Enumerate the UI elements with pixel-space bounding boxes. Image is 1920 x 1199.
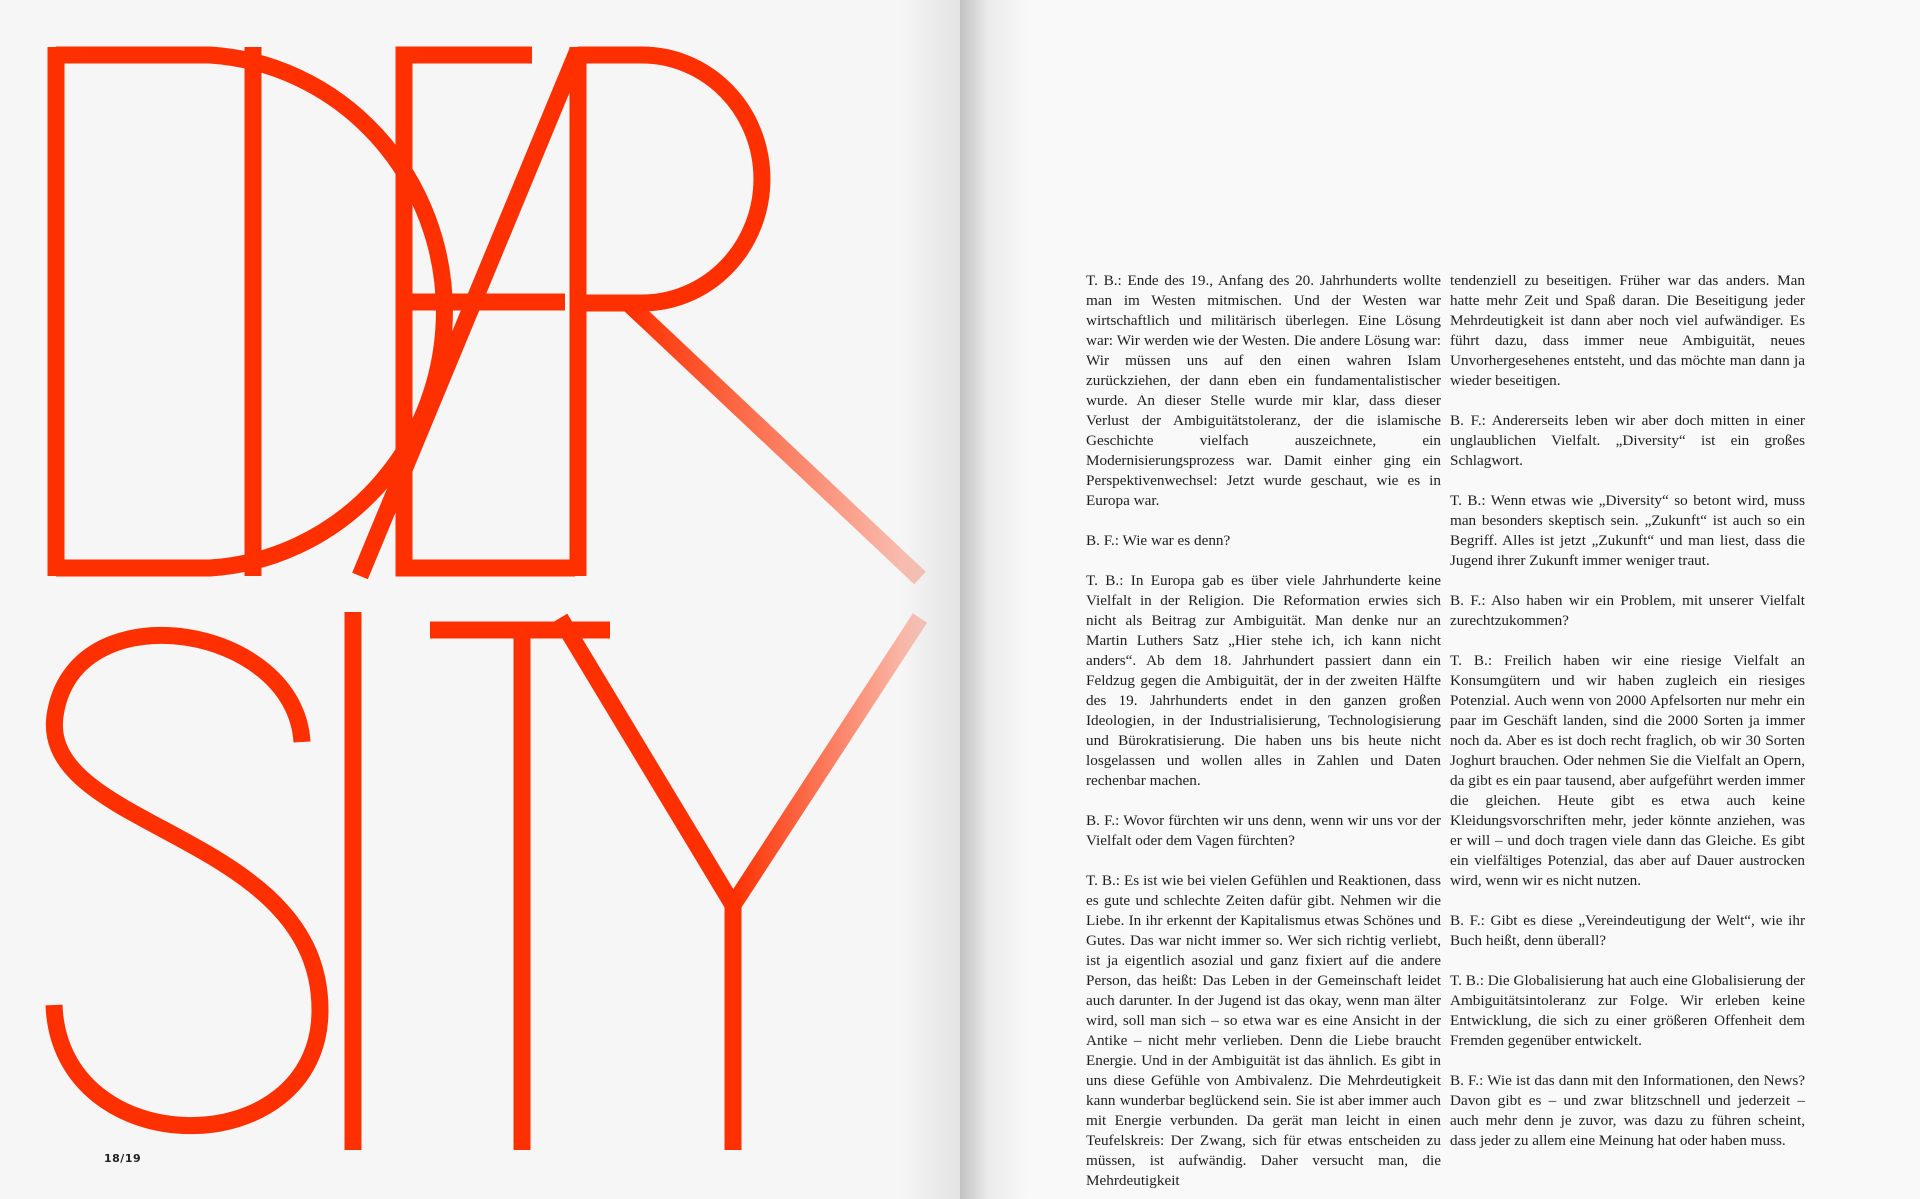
letter-y [560,618,920,1150]
text-column-1 [1086,271,1441,1199]
paragraph: T. B.: Es ist wie bei vielen Gefühlen und Reaktionen, dass es gute und schlechte Zeiten dafür gibt. Nehmen wir die Liebe. In ihr erkennt der Kapitalismus etwas Schönes und Gutes. Das war nicht immer so. Wer sich richtig verliebt, ist ja eigentlich asozial und ganz fixiert auf die andere Person, das heißt: Das Leben in der Gemeinschaft leidet auch darunter. In der Jugend ist das okay, wenn man älter wird, soll man sich – so etwa war es eine Ansicht in der Antike – nicht mehr verlieben. Denn die Liebe braucht Energie. Und in der Ambiguität ist das ähnlich. Es gibt in uns diese Gefühle von Ambivalenz. Die Mehrdeutigkeit kann wunderbar beglückend sein. Sie ist aber immer auch mit Energie verbunden. Da gerät man leicht in einen Teufelskreis: Der Zwang, sich für etwas entscheiden zu müssen, ist aufwändig. Daher versucht man, die Mehrdeutigkeit [1086,872,1441,1189]
text-column-2 [1450,271,1805,1171]
paragraph: B. F.: Gibt es diese „Vereindeutigung der Welt“, wie ihr Buch heißt, denn überall? [1450,912,1805,949]
letter-r [578,47,920,578]
paragraph: B. F.: Wie war es denn? [1086,532,1231,549]
letter-s [54,635,320,1125]
paragraph: T. B.: Die Globalisierung hat auch eine Globalisierung der Ambiguitätsintoleranz zur Folge. Wir erleben keine Entwicklung, die sich zu einer größeren Offenheit dem Fremden gegenüber entwickelt. [1450,972,1805,1049]
paragraph: T. B.: Freilich haben wir eine riesige Vielfalt an Konsumgütern und wir haben zugleich ein riesiges Potenzial. Auch wenn von 2000 Apfelsorten nur mehr ein paar im Geschäft landen, sind die 2000 Sorten ja immer noch da. Aber es ist doch recht fraglich, ob wir 30 Sorten Joghurt brauchen. Oder nehmen Sie die Vielfalt an Opern, da gibt es ein paar tausend, aber aufgeführt werden immer die gleichen. Heute gibt es etwa auch keine Kleidungsvorschriften mehr, jeder könnte anziehen, was er will – und doch tragen viele dann das Gleiche. Es gibt ein vielfältiges Potenzial, das aber auf Dauer austrocken wird, wenn wir es nicht nutzen. [1450,652,1805,889]
letter-t [430,630,610,1150]
paragraph: B. F.: Wie ist das dann mit den Informationen, den News? Davon gibt es – und zwar blitzschnell und jederzeit – auch mehr denn je zuvor, was dazu zu führen scheint, dass jeder zu allem eine Meinung hat oder haben muss. [1450,1072,1805,1149]
paragraph: B. F.: Also haben wir ein Problem, mit unserer Vielfalt zurechtzukommen? [1450,592,1805,629]
letter-v [360,50,578,576]
paragraph: T. B.: Ende des 19., Anfang des 20. Jahrhunderts wollte man im Westen mitmischen. Und der Westen war wirtschaftlich und militärisch überlegen. Eine Lösung war: Wir werden wie der Westen. Die andere Lösung war: Wir müssen uns auf den einen wahren Islam zurückziehen, der dann eben ein fundamentalistischer wurde. An dieser Stelle wurde mir klar, dass dieser Verlust der Ambiguitätstoleranz, der die islamische Geschichte vielfach auszeichnete, ein Modernisierungsprozess war. Damit einher ging ein Perspektivenwechsel: Jetzt wurde geschaut, wie es in Europa war. [1086,272,1441,509]
paragraph: T. B.: Wenn etwas wie „Diversity“ so betont wird, muss man besonders skeptisch sein. „Zukunft“ ist auch so ein Begriff. Alles ist jetzt „Zukunft“ und man liest, dass die Jugend ihrer Zukunft immer weniger traut. [1450,492,1805,569]
paragraph: tendenziell zu beseitigen. Früher war das anders. Man hatte mehr Zeit und Spaß daran. Die Beseitigung jeder Mehrdeutigkeit ist dann aber noch viel aufwändiger. Es führt dazu, dass immer neue Ambiguität, neues Unvorhergesehenes entsteht, und das möchte man dann ja wieder beseitigen. [1450,272,1805,389]
paragraph: B. F.: Andererseits leben wir aber doch mitten in einer unglaublichen Vielfalt. „Diversity“ ist ein großes Schlagwort. [1450,412,1805,469]
page-number: 18/19 [104,1152,142,1165]
paragraph: T. B.: In Europa gab es über viele Jahrhunderte keine Vielfalt in der Religion. Die Reformation erwies sich nicht als Beitrag zur Ambiguität. Man denke nur an Martin Luthers Satz „Hier stehe ich, ich kann nicht anders“. Ab dem 18. Jahrhundert passiert dann ein Feldzug gegen die Ambiguität, der in der zweiten Hälfte des 19. Jahrhunderts endet in den ganzen großen Ideologien, in der Industrialisierung, Technologisierung und Bürokratisierung. Die haben uns bis heute nicht losgelassen und wollen alles in Zahlen und Daten rechenbar machen. [1086,572,1441,789]
paragraph: B. F.: Wovor fürchten wir uns denn, wenn wir uns vor der Vielfalt oder dem Vagen fürchten? [1086,812,1441,849]
